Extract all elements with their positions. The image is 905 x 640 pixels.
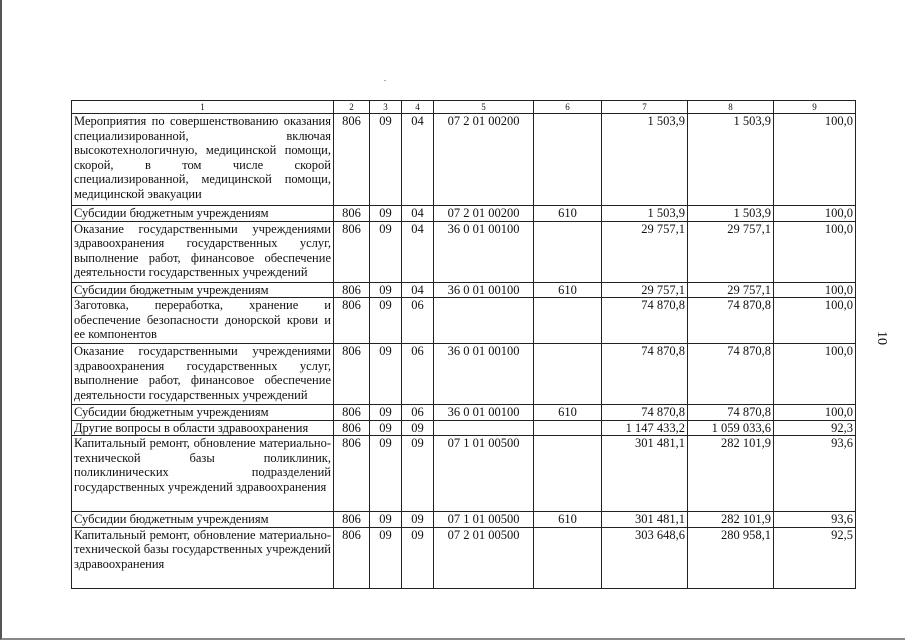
cell-target-article: 07 2 01 00200 (434, 114, 534, 206)
row-name: Субсидии бюджетным учреждениям (72, 512, 334, 528)
cell-percent: 100,0 (774, 344, 856, 405)
row-name: Субсидии бюджетным учреждениям (72, 405, 334, 421)
cell-ministry: 806 (334, 512, 370, 528)
cell-target-article: 36 0 01 00100 (434, 221, 534, 282)
cell-percent: 93,6 (774, 436, 856, 512)
cell-section: 09 (370, 436, 402, 512)
cell-ministry: 806 (334, 221, 370, 282)
cell-expense-type: 610 (534, 206, 602, 222)
page-number: 10 (874, 331, 889, 345)
cell-subsection: 04 (402, 282, 434, 298)
table-header (72, 101, 856, 114)
cell-expense-type (534, 344, 602, 405)
cell-ministry: 806 (334, 420, 370, 436)
cell-plan: 1 503,9 (602, 114, 688, 206)
cell-subsection: 04 (402, 206, 434, 222)
cell-target-article (434, 420, 534, 436)
table-body (72, 114, 856, 589)
cell-subsection: 06 (402, 344, 434, 405)
cell-section: 09 (370, 527, 402, 588)
cell-actual: 1 059 033,6 (688, 420, 774, 436)
table-row (72, 405, 856, 421)
col-header-2: 2 (334, 101, 370, 114)
cell-subsection: 09 (402, 512, 434, 528)
cell-actual: 74 870,8 (688, 344, 774, 405)
cell-actual: 1 503,9 (688, 206, 774, 222)
header-row (72, 101, 856, 114)
cell-target-article (434, 298, 534, 344)
table-row (72, 221, 856, 282)
cell-expense-type (534, 527, 602, 588)
row-name: Оказание государственными учреждениями здравоохранения государственных услуг, выполнение работ, финансовое обеспечение деятельности государственных учреждений (72, 344, 334, 405)
cell-expense-type: 610 (534, 405, 602, 421)
cell-subsection: 04 (402, 221, 434, 282)
cell-actual: 29 757,1 (688, 282, 774, 298)
cell-plan: 303 648,6 (602, 527, 688, 588)
col-header-1: 1 (72, 101, 334, 114)
cell-ministry: 806 (334, 436, 370, 512)
cell-percent: 93,6 (774, 512, 856, 528)
cell-expense-type (534, 436, 602, 512)
row-name: Капитальный ремонт, обновление материально-технической базы государственных учреждений здравоохранения (72, 527, 334, 588)
cell-plan: 74 870,8 (602, 405, 688, 421)
cell-percent: 100,0 (774, 114, 856, 206)
cell-subsection: 09 (402, 420, 434, 436)
cell-ministry: 806 (334, 405, 370, 421)
cell-subsection: 06 (402, 298, 434, 344)
scan-speck (384, 80, 386, 81)
table-row (72, 436, 856, 512)
cell-actual: 282 101,9 (688, 436, 774, 512)
table-row (72, 527, 856, 588)
cell-actual: 29 757,1 (688, 221, 774, 282)
col-header-8: 8 (688, 101, 774, 114)
cell-expense-type: 610 (534, 282, 602, 298)
cell-target-article: 36 0 01 00100 (434, 282, 534, 298)
table-row (72, 420, 856, 436)
cell-section: 09 (370, 298, 402, 344)
cell-percent: 92,5 (774, 527, 856, 588)
table-row (72, 298, 856, 344)
cell-target-article: 07 1 01 00500 (434, 512, 534, 528)
cell-section: 09 (370, 512, 402, 528)
row-name: Другие вопросы в области здравоохранения (72, 420, 334, 436)
cell-section: 09 (370, 282, 402, 298)
cell-plan: 1 147 433,2 (602, 420, 688, 436)
cell-ministry: 806 (334, 298, 370, 344)
cell-percent: 100,0 (774, 298, 856, 344)
cell-percent: 100,0 (774, 405, 856, 421)
cell-target-article: 07 1 01 00500 (434, 436, 534, 512)
cell-expense-type (534, 221, 602, 282)
cell-plan: 29 757,1 (602, 221, 688, 282)
cell-actual: 74 870,8 (688, 405, 774, 421)
cell-expense-type: 610 (534, 512, 602, 528)
table-row (72, 114, 856, 206)
row-name: Оказание государственными учреждениями здравоохранения государственных услуг, выполнение работ, финансовое обеспечение деятельности государственных учреждений (72, 221, 334, 282)
cell-target-article: 07 2 01 00200 (434, 206, 534, 222)
cell-expense-type (534, 298, 602, 344)
cell-ministry: 806 (334, 344, 370, 405)
row-name: Мероприятия по совершенствованию оказания специализированной, включая высокотехнологичную, медицинской помощи, скорой, в том числе скорой специализированной, медицинской помощи, медицинской эвакуации (72, 114, 334, 206)
cell-ministry: 806 (334, 206, 370, 222)
col-header-3: 3 (370, 101, 402, 114)
cell-section: 09 (370, 405, 402, 421)
cell-plan: 301 481,1 (602, 512, 688, 528)
cell-actual: 280 958,1 (688, 527, 774, 588)
cell-ministry: 806 (334, 527, 370, 588)
row-name: Заготовка, переработка, хранение и обеспечение безопасности донорской крови и ее компонентов (72, 298, 334, 344)
cell-percent: 100,0 (774, 282, 856, 298)
cell-percent: 92,3 (774, 420, 856, 436)
cell-ministry: 806 (334, 114, 370, 206)
row-name: Субсидии бюджетным учреждениям (72, 282, 334, 298)
row-name: Субсидии бюджетным учреждениям (72, 206, 334, 222)
cell-section: 09 (370, 206, 402, 222)
cell-plan: 1 503,9 (602, 206, 688, 222)
cell-target-article: 07 2 01 00500 (434, 527, 534, 588)
cell-plan: 29 757,1 (602, 282, 688, 298)
table-row (72, 344, 856, 405)
budget-table (71, 100, 856, 589)
cell-target-article: 36 0 01 00100 (434, 405, 534, 421)
table-row (72, 206, 856, 222)
col-header-9: 9 (774, 101, 856, 114)
cell-section: 09 (370, 221, 402, 282)
cell-expense-type (534, 114, 602, 206)
cell-percent: 100,0 (774, 221, 856, 282)
col-header-4: 4 (402, 101, 434, 114)
cell-subsection: 04 (402, 114, 434, 206)
cell-section: 09 (370, 114, 402, 206)
cell-actual: 74 870,8 (688, 298, 774, 344)
table-row (72, 282, 856, 298)
cell-actual: 282 101,9 (688, 512, 774, 528)
cell-subsection: 09 (402, 436, 434, 512)
col-header-5: 5 (434, 101, 534, 114)
table-row (72, 512, 856, 528)
cell-plan: 74 870,8 (602, 344, 688, 405)
row-name: Капитальный ремонт, обновление материально-технической базы поликлиник, поликлинических подразделений государственных учреждений здравоохранения (72, 436, 334, 512)
cell-subsection: 06 (402, 405, 434, 421)
cell-percent: 100,0 (774, 206, 856, 222)
cell-plan: 74 870,8 (602, 298, 688, 344)
cell-target-article: 36 0 01 00100 (434, 344, 534, 405)
cell-ministry: 806 (334, 282, 370, 298)
col-header-7: 7 (602, 101, 688, 114)
cell-plan: 301 481,1 (602, 436, 688, 512)
cell-subsection: 09 (402, 527, 434, 588)
cell-actual: 1 503,9 (688, 114, 774, 206)
cell-section: 09 (370, 344, 402, 405)
cell-section: 09 (370, 420, 402, 436)
col-header-6: 6 (534, 101, 602, 114)
cell-expense-type (534, 420, 602, 436)
